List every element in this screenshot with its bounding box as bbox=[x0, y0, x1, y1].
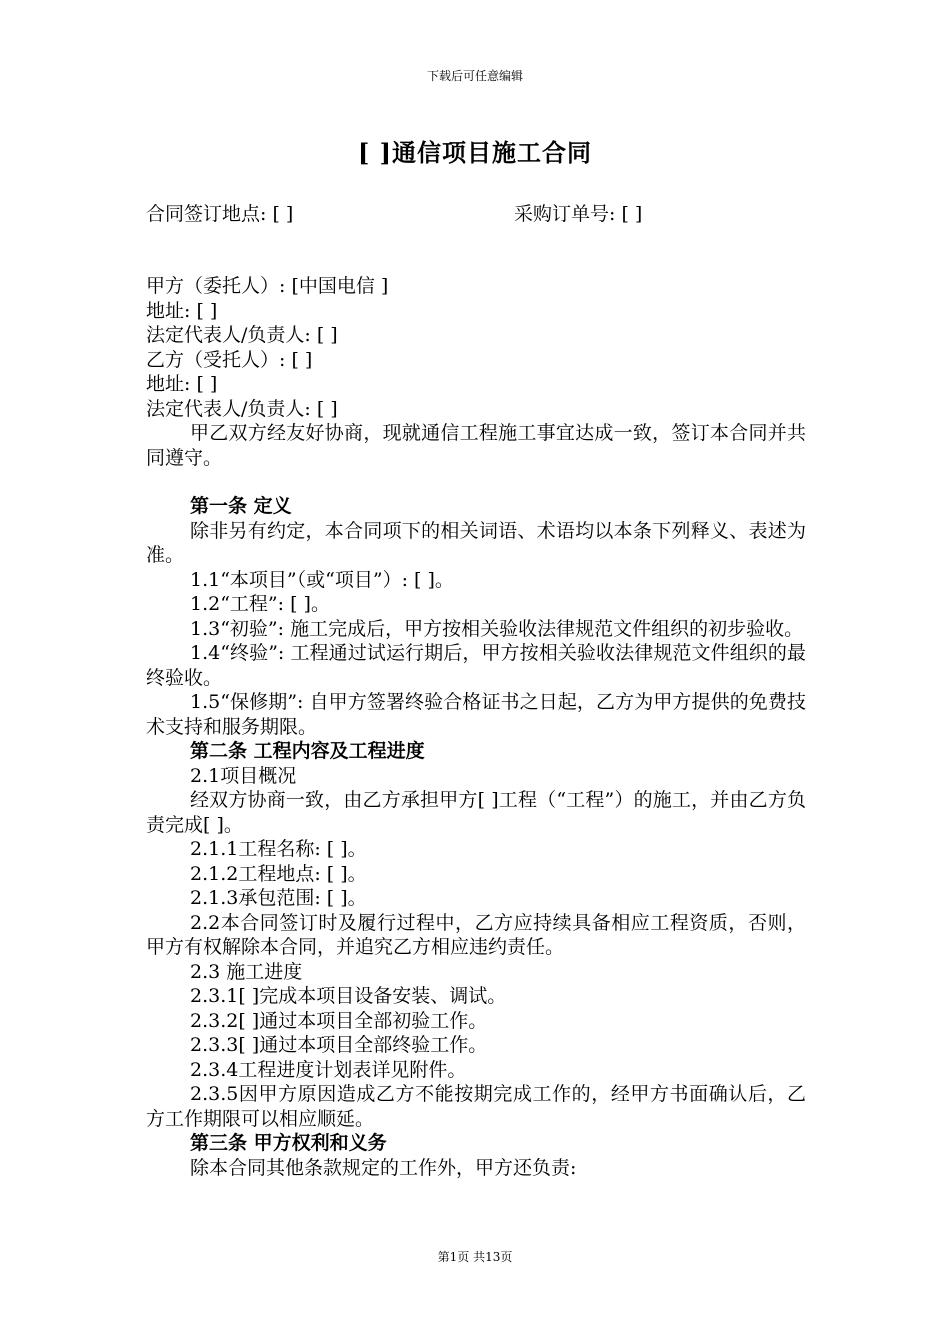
clause-2-1-text: 经双方协商一致，由乙方承担甲方[ ]工程（“工程”）的施工，并由乙方负责完成[ ]。 bbox=[146, 789, 806, 836]
clause-1-3: 1.3“初验”: 施工完成后，甲方按相关验收法律规范文件组织的初步验收。 bbox=[190, 617, 804, 640]
clause-1-1: 1.1“本项目”（或“项目”）: [ ]。 bbox=[190, 568, 454, 591]
article-3-lead: 除本合同其他条款规定的工作外，甲方还负责: bbox=[190, 1156, 577, 1179]
party-b-address: 地址: [ ] bbox=[146, 373, 218, 395]
header-note: 下载后可任意编辑 bbox=[426, 69, 523, 83]
clause-1-5: 1.5“保修期”: 自甲方签署终验合格证书之日起，乙方为甲方提供的免费技术支持和服务期限。 bbox=[146, 691, 806, 738]
party-a-representative: 法定代表人/负责人: [ ] bbox=[146, 324, 338, 346]
clause-2-3-1: 2.3.1[ ]完成本项目设备安装、调试。 bbox=[190, 985, 507, 1007]
article-3-heading: 第三条 甲方权利和义务 bbox=[190, 1132, 387, 1154]
clause-2-1-1: 2.1.1工程名称: [ ]。 bbox=[190, 838, 367, 860]
clause-2-3-2: 2.3.2[ ]通过本项目全部初验工作。 bbox=[190, 1009, 488, 1032]
contract-body bbox=[146, 274, 806, 1180]
clause-1-2: 1.2“工程”: [ ]。 bbox=[190, 593, 330, 615]
clause-2-3: 2.3 施工进度 bbox=[190, 960, 303, 983]
clause-2-3-5: 2.3.5因甲方原因造成乙方不能按期完成工作的，经甲方书面确认后，乙方工作期限可以相应顺延。 bbox=[146, 1083, 806, 1130]
clause-2-1-3: 2.1.3承包范围: [ ]。 bbox=[190, 887, 367, 909]
purchase-order-number: 采购订单号: [ ] bbox=[514, 203, 643, 225]
party-a-address: 地址: [ ] bbox=[146, 299, 218, 322]
clause-2-1: 2.1项目概况 bbox=[190, 764, 297, 787]
clause-2-1-2: 2.1.2工程地点: [ ]。 bbox=[190, 862, 367, 885]
party-b-representative: 法定代表人/负责人: [ ] bbox=[146, 397, 338, 420]
party-b: 乙方（受托人）: [ ] bbox=[146, 348, 313, 371]
clause-2-3-4: 2.3.4工程进度计划表详见附件。 bbox=[190, 1058, 467, 1081]
intro-paragraph: 甲乙双方经友好协商，现就通信工程施工事宜达成一致，签订本合同并共同遵守。 bbox=[146, 422, 806, 469]
signing-place: 合同签订地点: [ ] bbox=[146, 203, 294, 225]
article-1-lead: 除非另有约定，本合同项下的相关词语、术语均以本条下列释义、表述为准。 bbox=[146, 519, 806, 566]
clause-1-4: 1.4“终验”: 工程通过试运行期后，甲方按相关验收法律规范文件组织的最终验收。 bbox=[146, 642, 806, 689]
article-2-heading: 第二条 工程内容及工程进度 bbox=[190, 740, 425, 762]
clause-2-2: 2.2本合同签订时及履行过程中，乙方应持续具备相应工程资质，否则，甲方有权解除本合同，并追究乙方相应违约责任。 bbox=[146, 911, 806, 958]
article-1-heading: 第一条 定义 bbox=[190, 495, 292, 517]
page-footer: 第1页 共13页 bbox=[437, 1250, 513, 1264]
document-title: [ ]通信项目施工合同 bbox=[357, 138, 593, 167]
party-a: 甲方（委托人）: [中国电信 ] bbox=[146, 275, 389, 297]
contract-meta bbox=[146, 199, 806, 226]
clause-2-3-3: 2.3.3[ ]通过本项目全部终验工作。 bbox=[190, 1034, 488, 1056]
